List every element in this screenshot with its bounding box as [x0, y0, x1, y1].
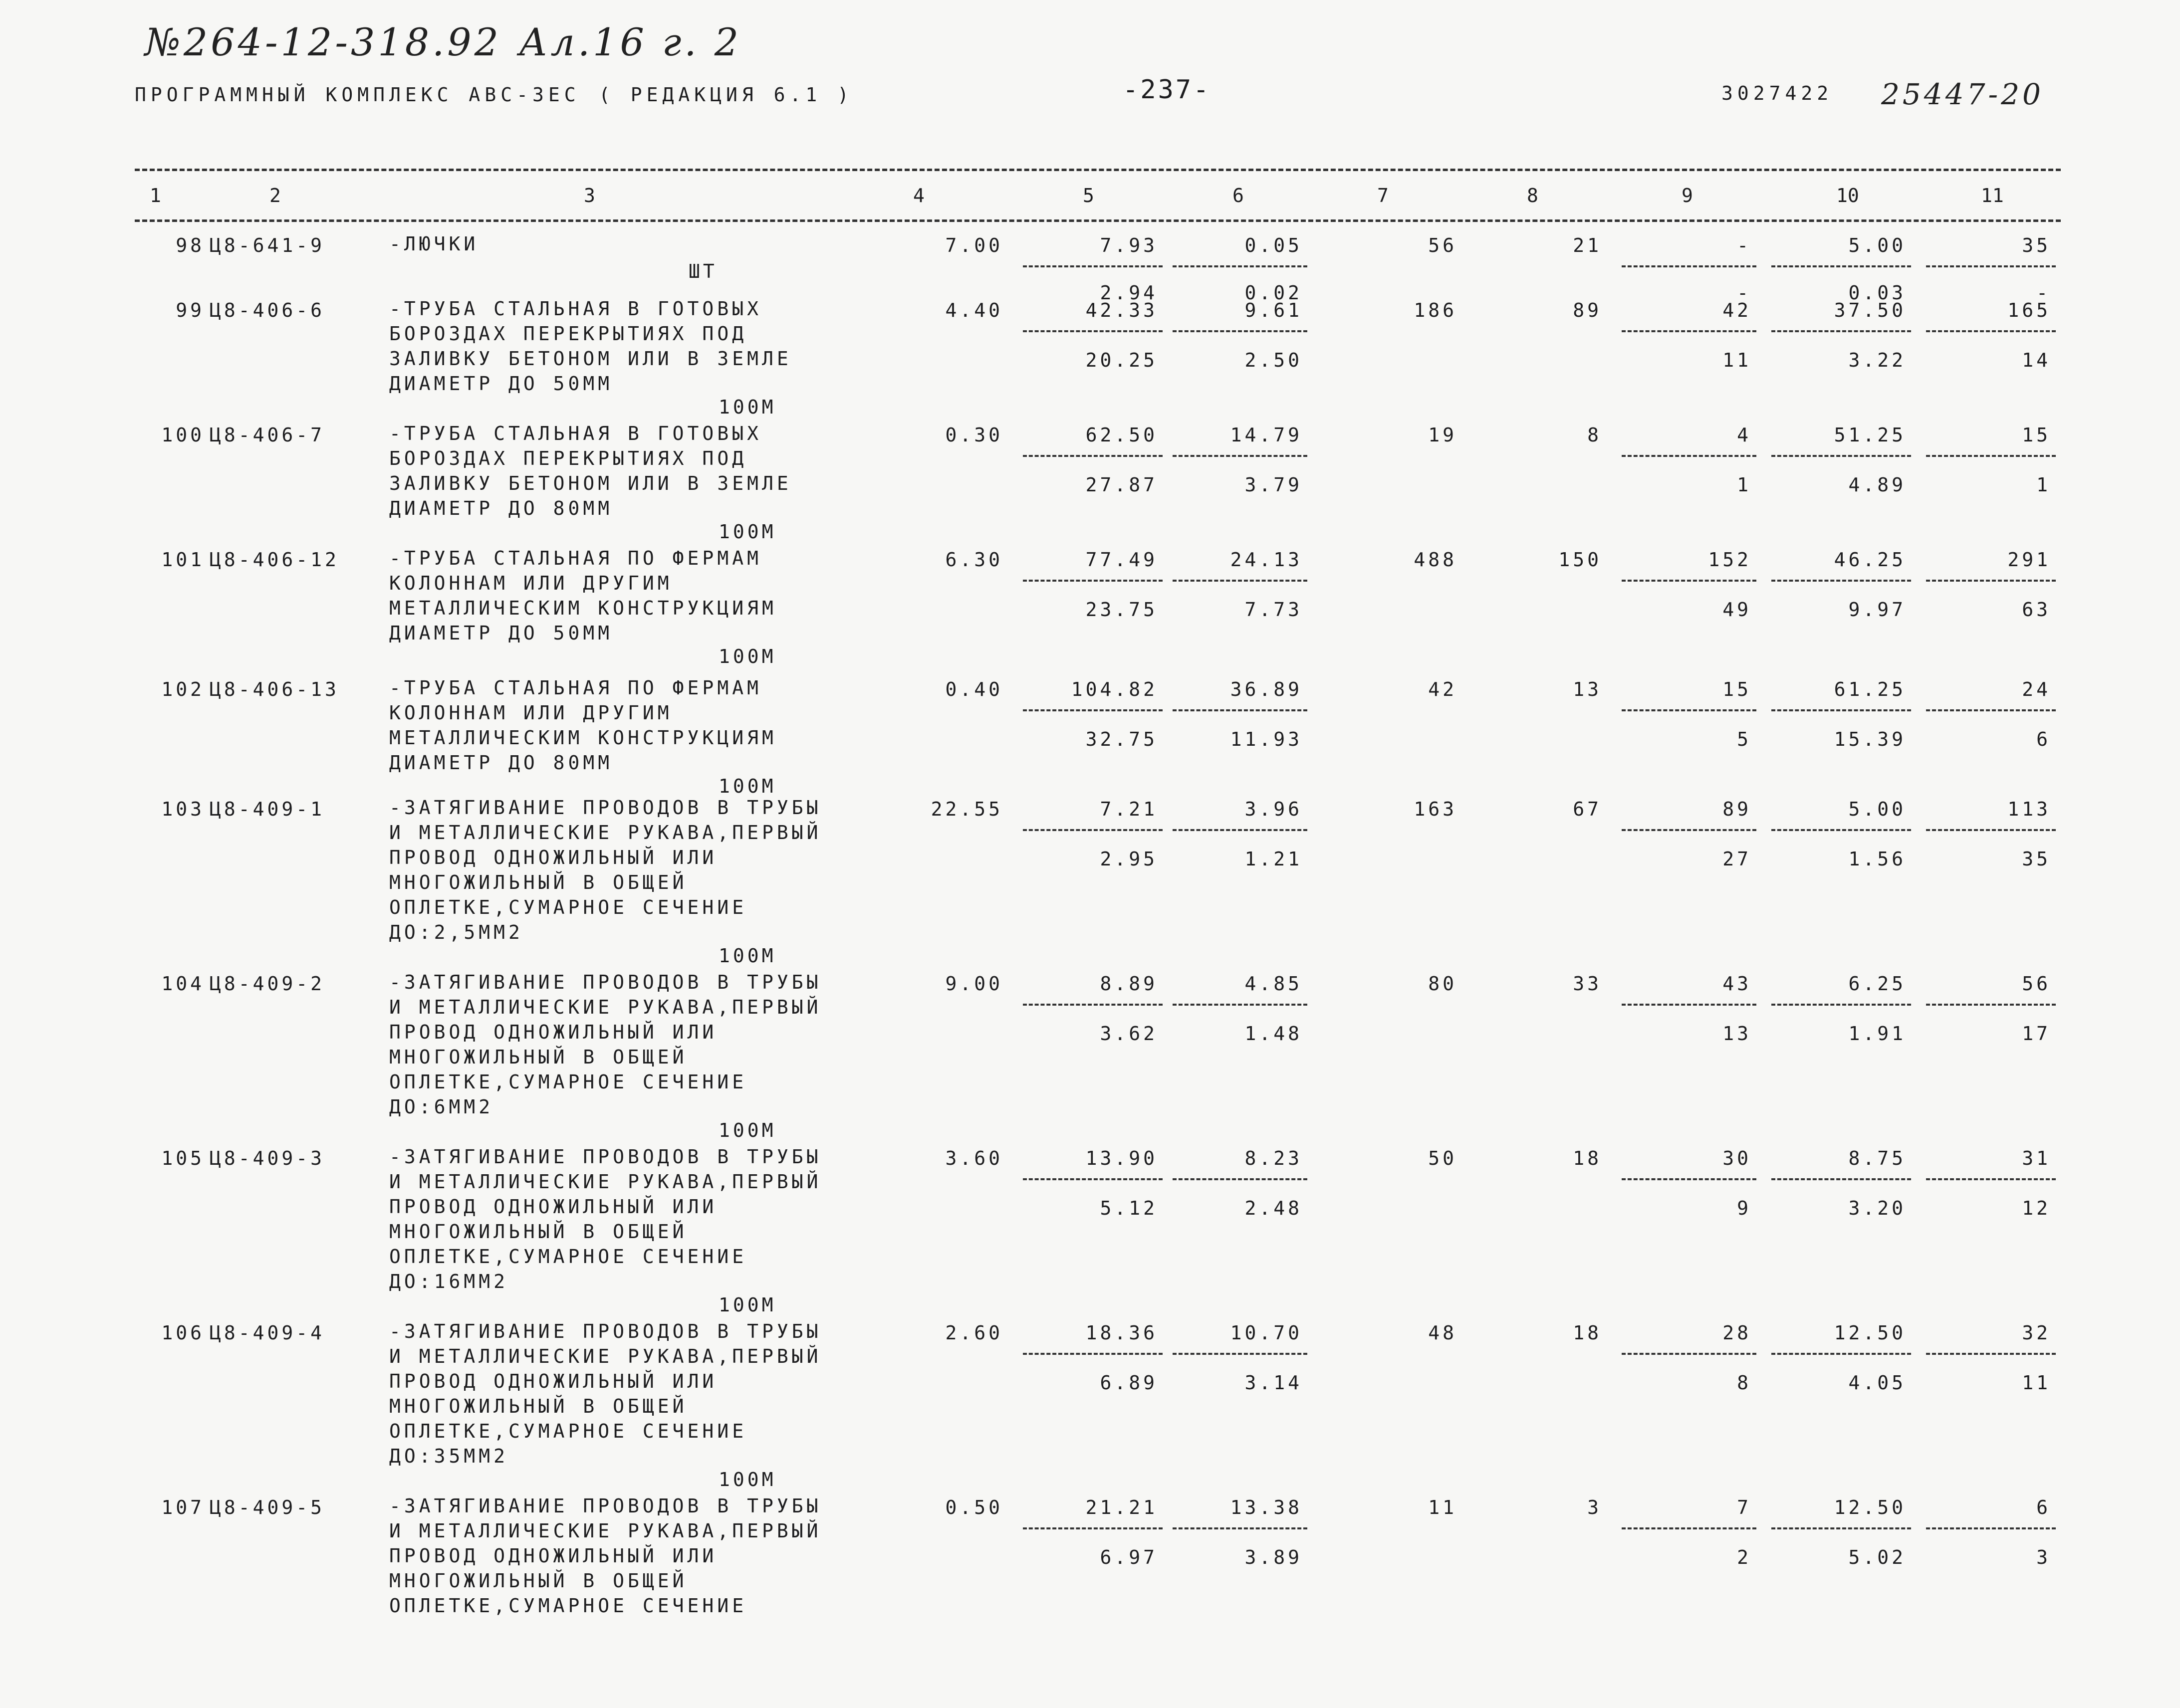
column-header-6: 6 — [1232, 185, 1244, 207]
col9-top: - — [1737, 234, 1751, 256]
col9-bottom: 11 — [1722, 349, 1751, 371]
row-unit: 100М — [719, 521, 776, 543]
column-header-8: 8 — [1527, 185, 1538, 207]
col11-bottom: 14 — [2022, 349, 2051, 371]
row-description: -ЗАТЯГИВАНИЕ ПРОВОДОВ В ТРУБЫ И МЕТАЛЛИЧЕСКИЕ РУКАВА,ПЕРВЫЙ ПРОВОД ОДНОЖИЛЬНЫЙ ИЛИ МНОГОЖИЛЬНЫЙ В ОБЩЕЙ ОПЛЕТКЕ,СУМАРНОЕ СЕЧЕНИЕ ДО:35ММ2 — [389, 1320, 822, 1467]
col9-top: 4 — [1737, 424, 1751, 446]
column-header-7: 7 — [1377, 185, 1389, 207]
col10-divider — [1771, 265, 1911, 267]
col11-top: 35 — [2022, 234, 2051, 256]
row-number: 107 — [161, 1496, 205, 1518]
row-number: 104 — [161, 973, 205, 995]
col5-bottom: 23.75 — [1085, 599, 1158, 621]
col9-divider — [1622, 580, 1756, 582]
row-quantity: 4.40 — [945, 299, 1003, 321]
row-number: 105 — [161, 1147, 205, 1169]
col6-top: 0.05 — [1244, 234, 1302, 256]
col5-divider — [1023, 829, 1163, 831]
col11-bottom: 11 — [2022, 1372, 2051, 1394]
col11-top: 56 — [2022, 973, 2051, 995]
column-header-4: 4 — [913, 185, 925, 207]
handwritten-sheet: Ал.16 г. 2 — [519, 20, 742, 64]
column-header-11: 11 — [1981, 185, 2004, 207]
col6-divider — [1173, 829, 1307, 831]
col10-top: 46.25 — [1834, 549, 1906, 571]
col5-top: 62.50 — [1085, 424, 1158, 446]
col11-divider — [1926, 709, 2056, 711]
row-number: 103 — [161, 798, 205, 820]
column-header-10: 10 — [1836, 185, 1859, 207]
row-description: -ТРУБА СТАЛЬНАЯ В ГОТОВЫХ БОРОЗДАХ ПЕРЕКРЫТИЯХ ПОД ЗАЛИВКУ БЕТОНОМ ИЛИ В ЗЕМЛЕ ДИАМЕТР ДО 80ММ — [389, 423, 792, 519]
col7-value: 42 — [1428, 678, 1457, 700]
col6-divider — [1173, 265, 1307, 267]
col6-bottom: 11.93 — [1230, 728, 1302, 750]
col8-value: 89 — [1573, 299, 1602, 321]
col5-divider — [1023, 1004, 1163, 1006]
row-quantity: 9.00 — [945, 973, 1003, 995]
row-code: Ц8-406-6 — [210, 299, 325, 321]
col9-bottom: 9 — [1737, 1197, 1751, 1219]
row-code: Ц8-409-5 — [210, 1496, 325, 1518]
col11-divider — [1926, 455, 2056, 457]
col6-divider — [1173, 330, 1307, 332]
col8-value: 21 — [1573, 234, 1602, 256]
col7-value: 11 — [1428, 1496, 1457, 1518]
col9-divider — [1622, 709, 1756, 711]
col9-bottom: - — [1737, 282, 1751, 304]
col6-top: 4.85 — [1244, 973, 1302, 995]
col9-top: 7 — [1737, 1496, 1751, 1518]
col10-bottom: 4.89 — [1848, 474, 1906, 496]
row-description: -ЗАТЯГИВАНИЕ ПРОВОДОВ В ТРУБЫ И МЕТАЛЛИЧЕСКИЕ РУКАВА,ПЕРВЫЙ ПРОВОД ОДНОЖИЛЬНЫЙ ИЛИ МНОГОЖИЛЬНЫЙ В ОБЩЕЙ ОПЛЕТКЕ,СУМАРНОЕ СЕЧЕНИЕ ДО:6ММ2 — [389, 971, 822, 1118]
col10-divider — [1771, 829, 1911, 831]
col5-top: 42.33 — [1085, 299, 1158, 321]
handwritten-doc-ref: №264-12-318.92 — [145, 20, 501, 64]
col9-top: 43 — [1722, 973, 1751, 995]
row-description: -ЗАТЯГИВАНИЕ ПРОВОДОВ В ТРУБЫ И МЕТАЛЛИЧЕСКИЕ РУКАВА,ПЕРВЫЙ ПРОВОД ОДНОЖИЛЬНЫЙ ИЛИ МНОГОЖИЛЬНЫЙ В ОБЩЕЙ ОПЛЕТКЕ,СУМАРНОЕ СЕЧЕНИЕ — [389, 1495, 822, 1617]
doc-number: 3027422 — [1721, 82, 1833, 104]
row-quantity: 2.60 — [945, 1322, 1003, 1344]
row-number: 106 — [161, 1322, 205, 1344]
col10-divider — [1771, 580, 1911, 582]
col9-bottom: 5 — [1737, 728, 1751, 750]
col9-top: 152 — [1708, 549, 1751, 571]
row-code: Ц8-409-2 — [210, 973, 325, 995]
col6-bottom: 2.48 — [1244, 1197, 1302, 1219]
col6-bottom: 3.79 — [1244, 474, 1302, 496]
col5-bottom: 3.62 — [1100, 1023, 1158, 1045]
col11-divider — [1926, 330, 2056, 332]
col9-divider — [1622, 829, 1756, 831]
row-quantity: 7.00 — [945, 234, 1003, 256]
col10-bottom: 3.20 — [1848, 1197, 1906, 1219]
col7-value: 163 — [1414, 798, 1457, 820]
col11-top: 165 — [2007, 299, 2051, 321]
col11-bottom: 17 — [2022, 1023, 2051, 1045]
col8-value: 150 — [1558, 549, 1602, 571]
col6-bottom: 3.14 — [1244, 1372, 1302, 1394]
col6-divider — [1173, 709, 1307, 711]
col10-bottom: 3.22 — [1848, 349, 1906, 371]
col5-top: 104.82 — [1071, 678, 1158, 700]
col5-top: 18.36 — [1085, 1322, 1158, 1344]
page-number: -237- — [1123, 75, 1211, 105]
col9-bottom: 27 — [1722, 848, 1751, 870]
column-header-2: 2 — [269, 185, 281, 207]
row-description: -ЗАТЯГИВАНИЕ ПРОВОДОВ В ТРУБЫ И МЕТАЛЛИЧЕСКИЕ РУКАВА,ПЕРВЫЙ ПРОВОД ОДНОЖИЛЬНЫЙ ИЛИ МНОГОЖИЛЬНЫЙ В ОБЩЕЙ ОПЛЕТКЕ,СУМАРНОЕ СЕЧЕНИЕ ДО:16ММ2 — [389, 1146, 822, 1292]
col7-value: 19 — [1428, 424, 1457, 446]
col5-bottom: 27.87 — [1085, 474, 1158, 496]
col10-bottom: 5.02 — [1848, 1546, 1906, 1568]
col10-bottom: 15.39 — [1834, 728, 1906, 750]
col11-divider — [1926, 265, 2056, 267]
row-number: 102 — [161, 678, 205, 700]
col6-top: 13.38 — [1230, 1496, 1302, 1518]
col6-bottom: 0.02 — [1244, 282, 1302, 304]
col6-bottom: 1.21 — [1244, 848, 1302, 870]
col10-top: 6.25 — [1848, 973, 1906, 995]
col11-top: 291 — [2007, 549, 2051, 571]
col11-divider — [1926, 1004, 2056, 1006]
col10-bottom: 9.97 — [1848, 599, 1906, 621]
col10-top: 51.25 — [1834, 424, 1906, 446]
row-number: 101 — [161, 549, 205, 571]
row-code: Ц8-406-7 — [210, 424, 325, 446]
col9-bottom: 49 — [1722, 599, 1751, 621]
col10-top: 61.25 — [1834, 678, 1906, 700]
col5-divider — [1023, 709, 1163, 711]
col10-top: 5.00 — [1848, 234, 1906, 256]
row-unit: 100М — [719, 1294, 776, 1316]
col10-divider — [1771, 1004, 1911, 1006]
col9-top: 30 — [1722, 1147, 1751, 1169]
col5-top: 77.49 — [1085, 549, 1158, 571]
col9-bottom: 2 — [1737, 1546, 1751, 1568]
col10-bottom: 1.56 — [1848, 848, 1906, 870]
col7-value: 488 — [1414, 549, 1457, 571]
col10-top: 8.75 — [1848, 1147, 1906, 1169]
col5-divider — [1023, 330, 1163, 332]
program-title: ПРОГРАММНЫЙ КОМПЛЕКС АВС-3ЕС — [135, 84, 580, 106]
col8-value: 33 — [1573, 973, 1602, 995]
column-header-9: 9 — [1682, 185, 1693, 207]
col10-bottom: 1.91 — [1848, 1023, 1906, 1045]
col6-top: 36.89 — [1230, 678, 1302, 700]
row-unit: 100М — [719, 1119, 776, 1141]
col5-top: 7.93 — [1100, 234, 1158, 256]
col10-top: 37.50 — [1834, 299, 1906, 321]
col11-divider — [1926, 1178, 2056, 1180]
col9-bottom: 13 — [1722, 1023, 1751, 1045]
col10-divider — [1771, 330, 1911, 332]
row-code: Ц8-409-3 — [210, 1147, 325, 1169]
col9-bottom: 8 — [1737, 1372, 1751, 1394]
col5-divider — [1023, 455, 1163, 457]
col11-bottom: 6 — [2036, 728, 2051, 750]
col8-value: 3 — [1587, 1496, 1602, 1518]
col9-top: 15 — [1722, 678, 1751, 700]
col6-top: 3.96 — [1244, 798, 1302, 820]
column-header-1: 1 — [150, 185, 161, 207]
col5-top: 8.89 — [1100, 973, 1158, 995]
col5-divider — [1023, 580, 1163, 582]
col7-value: 50 — [1428, 1147, 1457, 1169]
col9-divider — [1622, 1353, 1756, 1355]
col9-divider — [1622, 1004, 1756, 1006]
col11-divider — [1926, 829, 2056, 831]
row-unit: 100М — [719, 1469, 776, 1491]
col11-top: 24 — [2022, 678, 2051, 700]
row-quantity: 3.60 — [945, 1147, 1003, 1169]
row-description: -ТРУБА СТАЛЬНАЯ ПО ФЕРМАМ КОЛОННАМ ИЛИ ДРУГИМ МЕТАЛЛИЧЕСКИМ КОНСТРУКЦИЯМ ДИАМЕТР ДО 80ММ — [389, 677, 777, 774]
col6-bottom: 7.73 — [1244, 599, 1302, 621]
col9-top: 28 — [1722, 1322, 1751, 1344]
row-code: Ц8-406-13 — [210, 678, 339, 700]
col8-value: 18 — [1573, 1147, 1602, 1169]
col6-bottom: 1.48 — [1244, 1023, 1302, 1045]
col5-bottom: 2.95 — [1100, 848, 1158, 870]
row-number: 100 — [161, 424, 205, 446]
row-unit: 100М — [719, 775, 776, 797]
col5-top: 21.21 — [1085, 1496, 1158, 1518]
col11-top: 113 — [2007, 798, 2051, 820]
col11-divider — [1926, 1353, 2056, 1355]
col8-value: 8 — [1587, 424, 1602, 446]
row-description: -ТРУБА СТАЛЬНАЯ ПО ФЕРМАМ КОЛОННАМ ИЛИ ДРУГИМ МЕТАЛЛИЧЕСКИМ КОНСТРУКЦИЯМ ДИАМЕТР ДО 50ММ — [389, 547, 777, 644]
col10-top: 12.50 — [1834, 1322, 1906, 1344]
col7-value: 48 — [1428, 1322, 1457, 1344]
col10-top: 5.00 — [1848, 798, 1906, 820]
col11-divider — [1926, 580, 2056, 582]
col5-bottom: 32.75 — [1085, 728, 1158, 750]
col6-divider — [1173, 455, 1307, 457]
col9-top: 42 — [1722, 299, 1751, 321]
row-quantity: 6.30 — [945, 549, 1003, 571]
row-code: Ц8-641-9 — [210, 234, 325, 256]
col10-divider — [1771, 1178, 1911, 1180]
col9-divider — [1622, 265, 1756, 267]
col6-divider — [1173, 1527, 1307, 1529]
col10-divider — [1771, 1527, 1911, 1529]
col5-divider — [1023, 1178, 1163, 1180]
col6-bottom: 2.50 — [1244, 349, 1302, 371]
col6-top: 14.79 — [1230, 424, 1302, 446]
col5-bottom: 5.12 — [1100, 1197, 1158, 1219]
col6-top: 8.23 — [1244, 1147, 1302, 1169]
col11-bottom: 35 — [2022, 848, 2051, 870]
col5-top: 13.90 — [1085, 1147, 1158, 1169]
col5-bottom: 2.94 — [1100, 282, 1158, 304]
col6-divider — [1173, 580, 1307, 582]
row-quantity: 0.40 — [945, 678, 1003, 700]
col6-bottom: 3.89 — [1244, 1546, 1302, 1568]
col7-value: 56 — [1428, 234, 1457, 256]
col6-divider — [1173, 1353, 1307, 1355]
col5-bottom: 6.89 — [1100, 1372, 1158, 1394]
row-description: -ТРУБА СТАЛЬНАЯ В ГОТОВЫХ БОРОЗДАХ ПЕРЕКРЫТИЯХ ПОД ЗАЛИВКУ БЕТОНОМ ИЛИ В ЗЕМЛЕ ДИАМЕТР ДО 50ММ — [389, 298, 792, 395]
col9-top: 89 — [1722, 798, 1751, 820]
col8-value: 67 — [1573, 798, 1602, 820]
col10-bottom: 4.05 — [1848, 1372, 1906, 1394]
col8-value: 13 — [1573, 678, 1602, 700]
row-quantity: 22.55 — [931, 798, 1003, 820]
col6-top: 10.70 — [1230, 1322, 1302, 1344]
row-quantity: 0.50 — [945, 1496, 1003, 1518]
col6-top: 9.61 — [1244, 299, 1302, 321]
row-number: 98 — [176, 234, 205, 256]
col10-divider — [1771, 709, 1911, 711]
col5-divider — [1023, 265, 1163, 267]
row-unit: 100М — [719, 945, 776, 967]
col5-top: 7.21 — [1100, 798, 1158, 820]
row-number: 99 — [176, 299, 205, 321]
col11-bottom: 3 — [2036, 1546, 2051, 1568]
col11-bottom: 12 — [2022, 1197, 2051, 1219]
col11-bottom: 63 — [2022, 599, 2051, 621]
col11-top: 31 — [2022, 1147, 2051, 1169]
col11-bottom: - — [2036, 282, 2051, 304]
col10-top: 12.50 — [1834, 1496, 1906, 1518]
col9-divider — [1622, 330, 1756, 332]
col8-value: 18 — [1573, 1322, 1602, 1344]
col9-bottom: 1 — [1737, 474, 1751, 496]
col7-value: 186 — [1414, 299, 1457, 321]
column-header-5: 5 — [1083, 185, 1094, 207]
col11-divider — [1926, 1527, 2056, 1529]
col6-divider — [1173, 1178, 1307, 1180]
col11-top: 6 — [2036, 1496, 2051, 1518]
row-unit: 100М — [719, 396, 776, 418]
row-code: Ц8-409-1 — [210, 798, 325, 820]
col10-divider — [1771, 455, 1911, 457]
col11-top: 32 — [2022, 1322, 2051, 1344]
row-unit: 100М — [719, 645, 776, 667]
col9-divider — [1622, 1527, 1756, 1529]
col5-divider — [1023, 1527, 1163, 1529]
edition-label: ( РЕДАКЦИЯ 6.1 ) — [599, 84, 854, 106]
col11-bottom: 1 — [2036, 474, 2051, 496]
row-description: -ЛЮЧКИ — [389, 233, 479, 255]
row-code: Ц8-406-12 — [210, 549, 339, 571]
row-quantity: 0.30 — [945, 424, 1003, 446]
col5-bottom: 6.97 — [1100, 1546, 1158, 1568]
col10-bottom: 0.03 — [1848, 282, 1906, 304]
col9-divider — [1622, 455, 1756, 457]
col9-divider — [1622, 1178, 1756, 1180]
row-unit: ШТ — [689, 260, 718, 282]
col7-value: 80 — [1428, 973, 1457, 995]
handwritten-code: 25447-20 — [1881, 77, 2044, 111]
col5-bottom: 20.25 — [1085, 349, 1158, 371]
col10-divider — [1771, 1353, 1911, 1355]
col6-divider — [1173, 1004, 1307, 1006]
col11-top: 15 — [2022, 424, 2051, 446]
col5-divider — [1023, 1353, 1163, 1355]
column-header-3: 3 — [584, 185, 595, 207]
col6-top: 24.13 — [1230, 549, 1302, 571]
row-code: Ц8-409-4 — [210, 1322, 325, 1344]
row-description: -ЗАТЯГИВАНИЕ ПРОВОДОВ В ТРУБЫ И МЕТАЛЛИЧЕСКИЕ РУКАВА,ПЕРВЫЙ ПРОВОД ОДНОЖИЛЬНЫЙ ИЛИ МНОГОЖИЛЬНЫЙ В ОБЩЕЙ ОПЛЕТКЕ,СУМАРНОЕ СЕЧЕНИЕ ДО:2,5ММ2 — [389, 797, 822, 943]
